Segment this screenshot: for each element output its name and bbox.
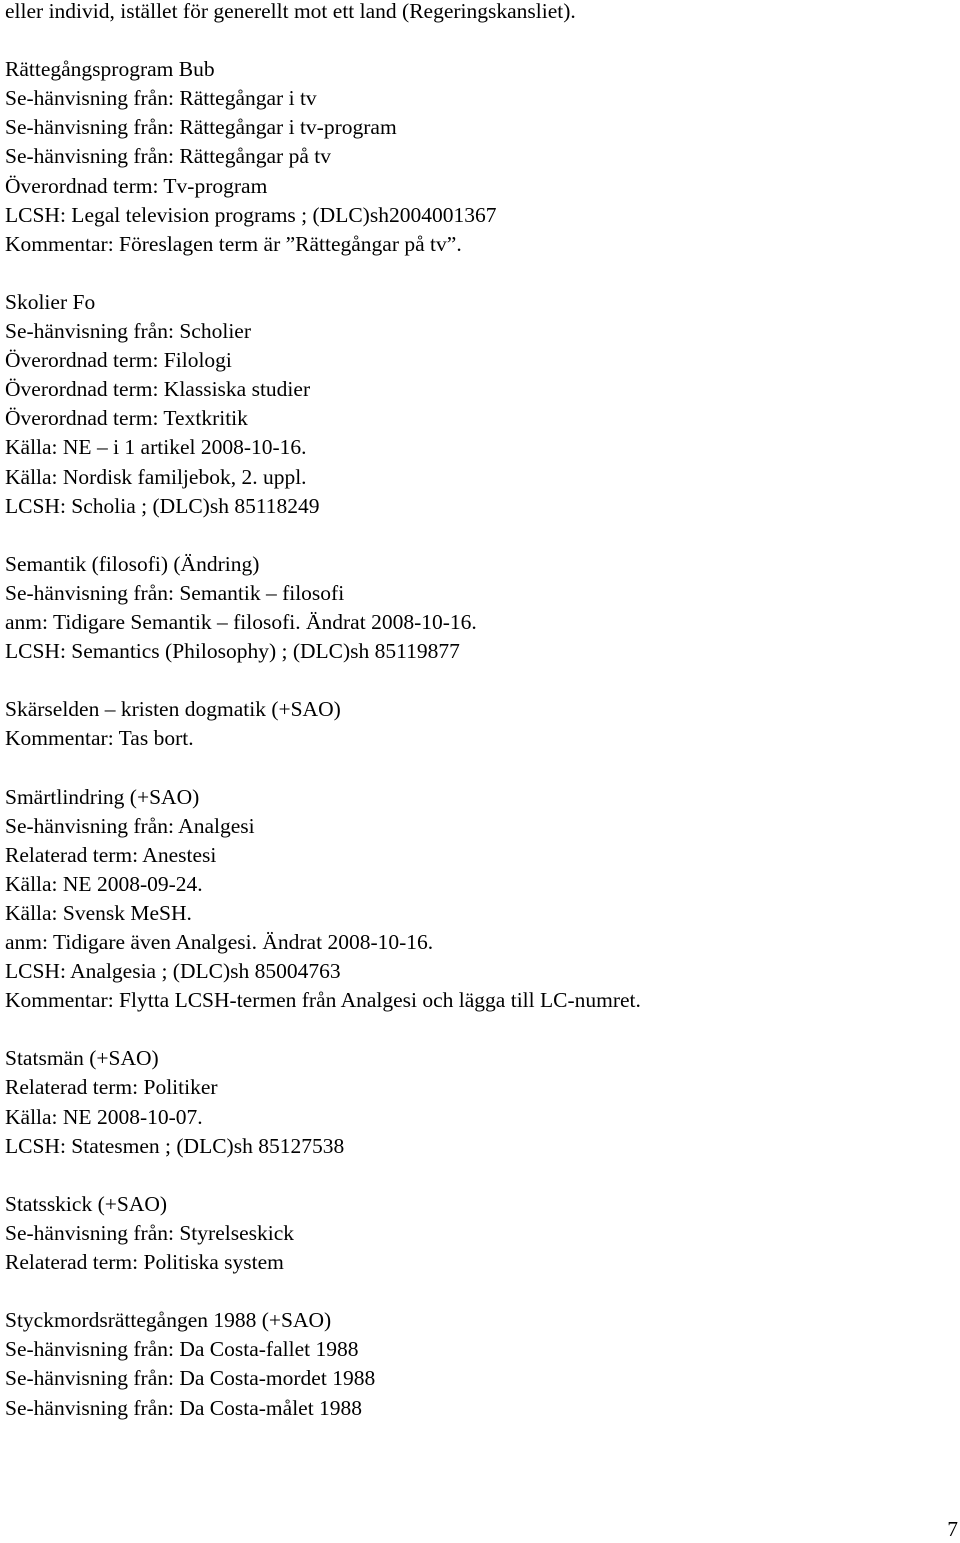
entry-heading: Rättegångsprogram Bub — [5, 57, 215, 82]
entry-line: Se-hänvisning från: Da Costa-mordet 1988 — [5, 1366, 376, 1391]
entry-block — [5, 550, 955, 666]
entry-line: Se-hänvisning från: Rättegångar i tv — [5, 86, 317, 111]
entry-line: Kommentar: Tas bort. — [5, 726, 194, 751]
entry-line: anm: Tidigare Semantik – filosofi. Ändrat 2008-10-16. — [5, 609, 477, 634]
entry-line: Relaterad term: Politiska system — [5, 1250, 284, 1275]
entry-line: Se-hänvisning från: Semantik – filosofi — [5, 580, 345, 605]
entry-line: Källa: Nordisk familjebok, 2. uppl. — [5, 464, 307, 489]
entry-line: LCSH: Scholia ; (DLC)sh 85118249 — [5, 493, 320, 518]
document-body — [5, 0, 955, 1452]
entry-line: Relaterad term: Anestesi — [5, 842, 217, 867]
entry-line: LCSH: Statesmen ; (DLC)sh 85127538 — [5, 1133, 345, 1158]
entry-heading: Semantik (filosofi) (Ändring) — [5, 551, 260, 576]
entry-line: Källa: NE – i 1 artikel 2008-10-16. — [5, 435, 307, 460]
entry-line: Relaterad term: Politiker — [5, 1075, 218, 1100]
entry-block — [5, 783, 955, 1016]
entry-line: LCSH: Analgesia ; (DLC)sh 85004763 — [5, 959, 341, 984]
entry-line: Se-hänvisning från: Analgesi — [5, 813, 255, 838]
entry-block — [5, 1190, 955, 1277]
entry-heading: Statsskick (+SAO) — [5, 1191, 168, 1216]
entry-line: anm: Tidigare även Analgesi. Ändrat 2008-10-16. — [5, 930, 434, 954]
entry-line: Överordnad term: Tv-program — [5, 173, 268, 198]
entry-line: Kommentar: Flytta LCSH-termen från Analgesi och lägga till LC-numret. — [5, 988, 641, 1013]
entry-line: Se-hänvisning från: Styrelseskick — [5, 1220, 295, 1245]
entry-heading: Styckmordsrättegången 1988 (+SAO) — [5, 1308, 332, 1333]
entry-list — [5, 55, 955, 1422]
entry-block — [5, 1306, 955, 1422]
entry-line: Källa: NE 2008-09-24. — [5, 871, 203, 896]
entry-line: Överordnad term: Filologi — [5, 348, 232, 373]
entry-block — [5, 695, 955, 753]
entry-line: Se-hänvisning från: Da Costa-fallet 1988 — [5, 1337, 359, 1362]
entry-line: Överordnad term: Textkritik — [5, 406, 248, 431]
entry-heading: Skolier Fo — [5, 289, 96, 314]
intro-line: eller individ, istället för generellt mot ett land (Regeringskansliet). — [5, 0, 576, 23]
entry-line: Se-hänvisning från: Da Costa-målet 1988 — [5, 1395, 363, 1420]
entry-block — [5, 55, 955, 259]
entry-line: Källa: NE 2008-10-07. — [5, 1104, 203, 1129]
entry-block — [5, 288, 955, 521]
entry-heading: Statsmän (+SAO) — [5, 1046, 159, 1071]
entry-heading: Skärselden – kristen dogmatik (+SAO) — [5, 697, 341, 722]
entry-heading: Smärtlindring (+SAO) — [5, 784, 200, 809]
entry-line: Se-hänvisning från: Rättegångar i tv-program — [5, 115, 397, 140]
entry-line: Kommentar: Föreslagen term är ”Rättegångar på tv”. — [5, 231, 462, 256]
entry-line: LCSH: Legal television programs ; (DLC)sh2004001367 — [5, 202, 497, 227]
entry-line: Se-hänvisning från: Scholier — [5, 319, 252, 344]
entry-line: Överordnad term: Klassiska studier — [5, 377, 311, 402]
page-number: 7 — [947, 1517, 958, 1541]
intro-block — [5, 0, 955, 26]
entry-line: Se-hänvisning från: Rättegångar på tv — [5, 144, 331, 169]
entry-block — [5, 1044, 955, 1160]
entry-line: LCSH: Semantics (Philosophy) ; (DLC)sh 85119877 — [5, 639, 460, 664]
entry-line: Källa: Svensk MeSH. — [5, 900, 192, 925]
